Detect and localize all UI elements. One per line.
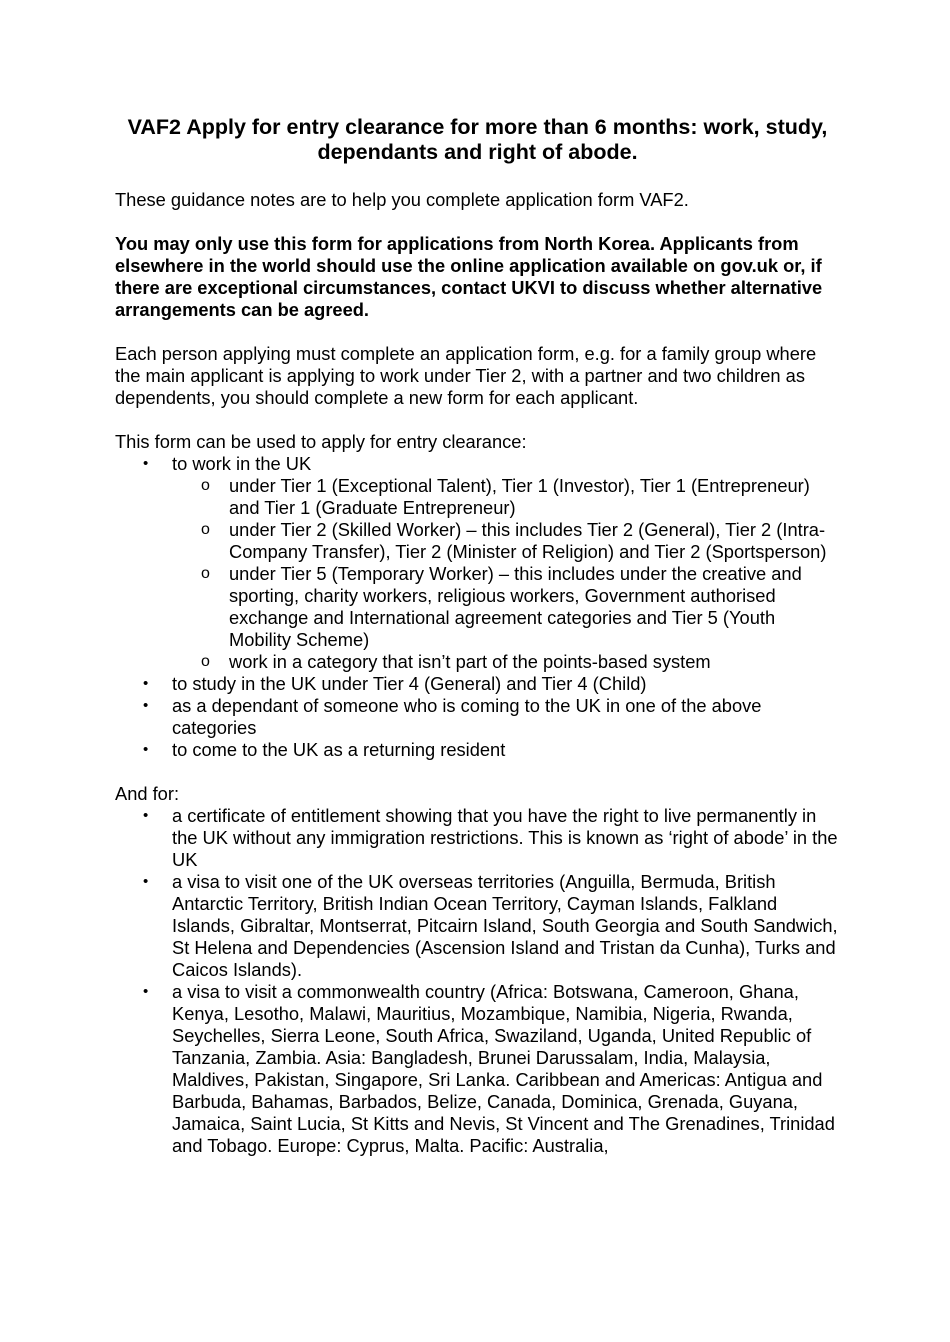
sub-list-item [172, 475, 840, 519]
circle-bullet-icon: o [201, 521, 210, 538]
circle-bullet-icon: o [201, 653, 210, 670]
notice-paragraph: You may only use this form for applications from North Korea. Applicants from elsewhere in the world should use the online application available on gov.uk or, if there are exceptional circumstances, contact UKVI to discuss whether alternative arrangements can be agreed. [115, 233, 823, 320]
list-item [115, 739, 840, 761]
sub-list-item [172, 563, 840, 651]
list-item [115, 695, 840, 739]
bullet-icon: • [143, 807, 149, 824]
document-title: VAF2 Apply for entry clearance for more than 6 months: work, study, dependants and right of abode. [127, 115, 828, 164]
sub-list-item-text: under Tier 1 (Exceptional Talent), Tier 1 (Investor), Tier 1 (Entrepreneur) and Tier 1 (Graduate Entrepreneur) [229, 475, 810, 518]
circle-bullet-icon: o [201, 477, 210, 494]
sub-list-item [172, 519, 840, 563]
list-item-text: as a dependant of someone who is coming to the UK in one of the above categories [172, 695, 762, 738]
form-use-list [115, 453, 840, 761]
sub-list-item-text: under Tier 5 (Temporary Worker) – this includes under the creative and sporting, charity workers, religious workers, Government authorised exchange and International agreement categories and Tier 5 (Youth Mobility Scheme) [229, 563, 802, 650]
list-item [115, 871, 840, 981]
bullet-icon: • [143, 675, 149, 692]
list-item-text: a visa to visit one of the UK overseas territories (Anguilla, Bermuda, British Antarctic Territory, British Indian Ocean Territory, Cayman Islands, Falkland Islands, Gibraltar, Montserrat, Pitcairn Island, South Georgia and South Sandwich, St Helena and Dependencies (Ascension Island and Tristan da Cunha), Turks and Caicos Islands). [172, 871, 838, 980]
sub-list-item-text: under Tier 2 (Skilled Worker) – this includes Tier 2 (General), Tier 2 (Intra-Company Transfer), Tier 2 (Minister of Religion) and Tier 2 (Sportsperson) [229, 519, 827, 562]
list-item [115, 805, 840, 871]
list-item [115, 453, 840, 673]
bullet-icon: • [143, 697, 149, 714]
list-item [115, 673, 840, 695]
list-item [115, 981, 840, 1157]
form-use-lead: This form can be used to apply for entry clearance: [115, 431, 527, 452]
bullet-icon: • [143, 873, 149, 890]
circle-bullet-icon: o [201, 565, 210, 582]
list-item-text: a visa to visit a commonwealth country (Africa: Botswana, Cameroon, Ghana, Kenya, Lesotho, Malawi, Mauritius, Mozambique, Namibia, Nigeria, Rwanda, Seychelles, Sierra Leone, South Africa, Swaziland, Uganda, United Republic of Tanzania, Zambia. Asia: Bangladesh, Brunei Darussalam, India, Malaysia, Maldives, Pakistan, Singapore, Sri Lanka. Caribbean and Americas: Antigua and Barbuda, Bahamas, Barbados, Belize, Canada, Dominica, Grenada, Guyana, Jamaica, Saint Lucia, St Kitts and Nevis, St Vincent and The Grenadines, Trinidad and Tobago. Europe: Cyprus, Malta. Pacific: Australia, [172, 981, 835, 1156]
list-item-text: a certificate of entitlement showing that you have the right to live permanently in the UK without any immigration restrictions. This is known as ‘right of abode’ in the UK [172, 805, 838, 870]
bullet-icon: • [143, 455, 149, 472]
sub-list-item-text: work in a category that isn’t part of the points-based system [229, 651, 711, 672]
sub-list-item [172, 651, 840, 673]
list-item-text: to come to the UK as a returning resident [172, 739, 506, 760]
list-item-text: to study in the UK under Tier 4 (General) and Tier 4 (Child) [172, 673, 647, 694]
and-for-lead: And for: [115, 783, 180, 804]
work-sub-list [172, 475, 840, 673]
intro-paragraph: These guidance notes are to help you complete application form VAF2. [115, 189, 689, 210]
list-item-text: to work in the UK [172, 453, 312, 474]
and-for-list [115, 805, 840, 1157]
bullet-icon: • [143, 983, 149, 1000]
each-person-paragraph: Each person applying must complete an application form, e.g. for a family group where the main applicant is applying to work under Tier 2, with a partner and two children as dependents, you should complete a new form for each applicant. [115, 343, 817, 408]
bullet-icon: • [143, 741, 149, 758]
